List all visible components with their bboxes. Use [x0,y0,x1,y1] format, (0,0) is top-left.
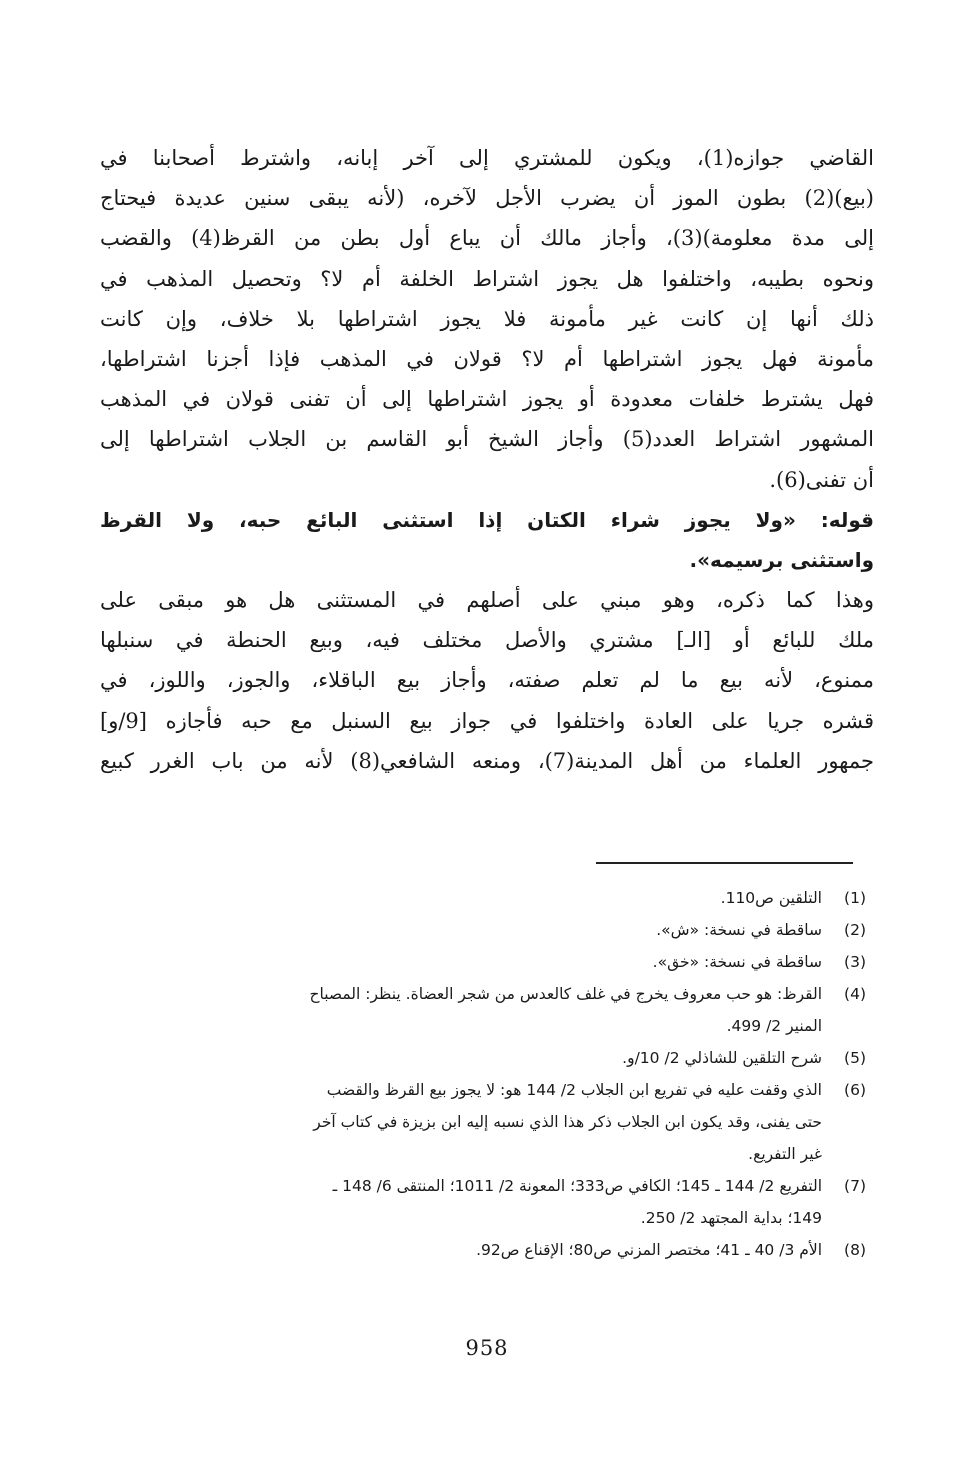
section-heading-line: قوله: «ولا يجوز شراء الكتان إذا استثنى البائع حبه، ولا القرظ [100,507,874,532]
footnote-text: الذي وقفت عليه في تفريع ابن الجلاب 2/ 144 هو: لا يجوز بيع القرظ والقضب [326,1081,822,1099]
footnote-text: القرظ: هو حب معروف يخرج في غلف كالعدس من شجر العضاة. ينظر: المصباح [309,985,822,1003]
text-line: مأمونة فهل يجوز اشتراطها أم لا؟ قولان في المذهب فإذا أجزنا اشتراطها، [100,346,874,371]
text-line: ذلك أنها إن كانت غير مأمونة فلا يجوز اشتراطها بلا خلاف، وإن كانت [100,306,874,331]
footnote-number: (5) [844,1049,866,1067]
footnote-separator [596,862,853,864]
text-line: ملك للبائع أو [الـ] مشتري والأصل مختلف فيه، وبيع الحنطة في سنبلها [100,628,874,653]
footnote-continuation: المنير 2/ 499. [726,1017,822,1035]
footnote-text: ساقطة في نسخة: «خق». [652,953,822,971]
text-line: (بيع)(2) بطون الموز أن يضرب الأجل لآخره، (لأنه يبقى سنين عديدة فيحتاج [100,186,874,211]
text-line: قشره جريا على العادة واختلفوا في جواز بيع السنبل مع حبه فأجازه [9/و] [100,708,874,733]
footnote [86,946,866,978]
text-line: المشهور اشتراط العدد(5) وأجاز الشيخ أبو القاسم بن الجلاب اشتراطها إلى [100,427,874,452]
text-line: ونحوه بطيبه، واختلفوا هل يجوز اشتراط الخلفة أم لا؟ وتحصيل المذهب في [100,266,874,291]
footnote-number: (4) [844,985,866,1003]
footnote-text: التلقين ص110. [720,889,822,907]
footnote-number: (1) [844,889,866,907]
text-line: أن تفنى(6). [769,467,874,492]
footnote [86,914,866,946]
page-number: 958 [465,1336,509,1360]
text-line: ممنوع، لأنه بيع ما لم تعلم صفته، وأجاز بيع الباقلاء، والجوز، واللوز، في [100,668,874,693]
footnote-number: (2) [844,921,866,939]
footnote-text: التفريع 2/ 144 ـ 145؛ الكافي ص333؛ المعونة 2/ 1011؛ المنتقى 6/ 148 ـ [332,1177,822,1195]
footnote [86,1042,866,1074]
footnote-continuation: غير التفريع. [748,1145,822,1163]
footnote-text: الأم 3/ 40 ـ 41؛ مختصر المزني ص80؛ الإقناع ص92. [476,1241,822,1259]
text-line: وهذا كما ذكره، وهو مبني على أصلهم في المستثنى هل هو مبقى على [100,588,874,613]
text-line: فهل يشترط خلفات معدودة أو يجوز اشتراطها إلى أن تفنى قولان في المذهب [100,387,874,412]
footnotes [86,882,866,1266]
text-line: جمهور العلماء من أهل المدينة(7)، ومنعه الشافعي(8) لأنه من باب الغرر كبيع [100,748,874,773]
footnote [86,882,866,914]
footnote-number: (3) [844,953,866,971]
text-line: القاضي جوازه(1)، ويكون للمشتري إلى آخر إبانه، واشترط أصحابنا في [100,146,874,170]
footnote [86,978,866,1042]
section-heading-line: واستثنى برسيمه». [689,547,874,572]
footnote-number: (7) [844,1177,866,1195]
footnote [86,1170,866,1234]
footnote-number: (6) [844,1081,866,1099]
footnote-number: (8) [844,1241,866,1259]
main-text [100,138,874,781]
footnote-text: شرح التلقين للشاذلي 2/ 10/و. [622,1049,822,1067]
footnote [86,1074,866,1170]
footnote [86,1234,866,1266]
footnote-text: ساقطة في نسخة: «ش». [656,921,822,939]
text-line: إلى مدة معلومة)(3)، وأجاز مالك أن يباع أول بطن من القرظ(4) والقضب [100,226,874,251]
footnote-continuation: حتى يفنى، وقد يكون ابن الجلاب ذكر هذا الذي نسبه إليه ابن بزيزة في كتاب آخر [313,1113,822,1131]
footnote-continuation: 149؛ بداية المجتهد 2/ 250. [640,1209,822,1227]
